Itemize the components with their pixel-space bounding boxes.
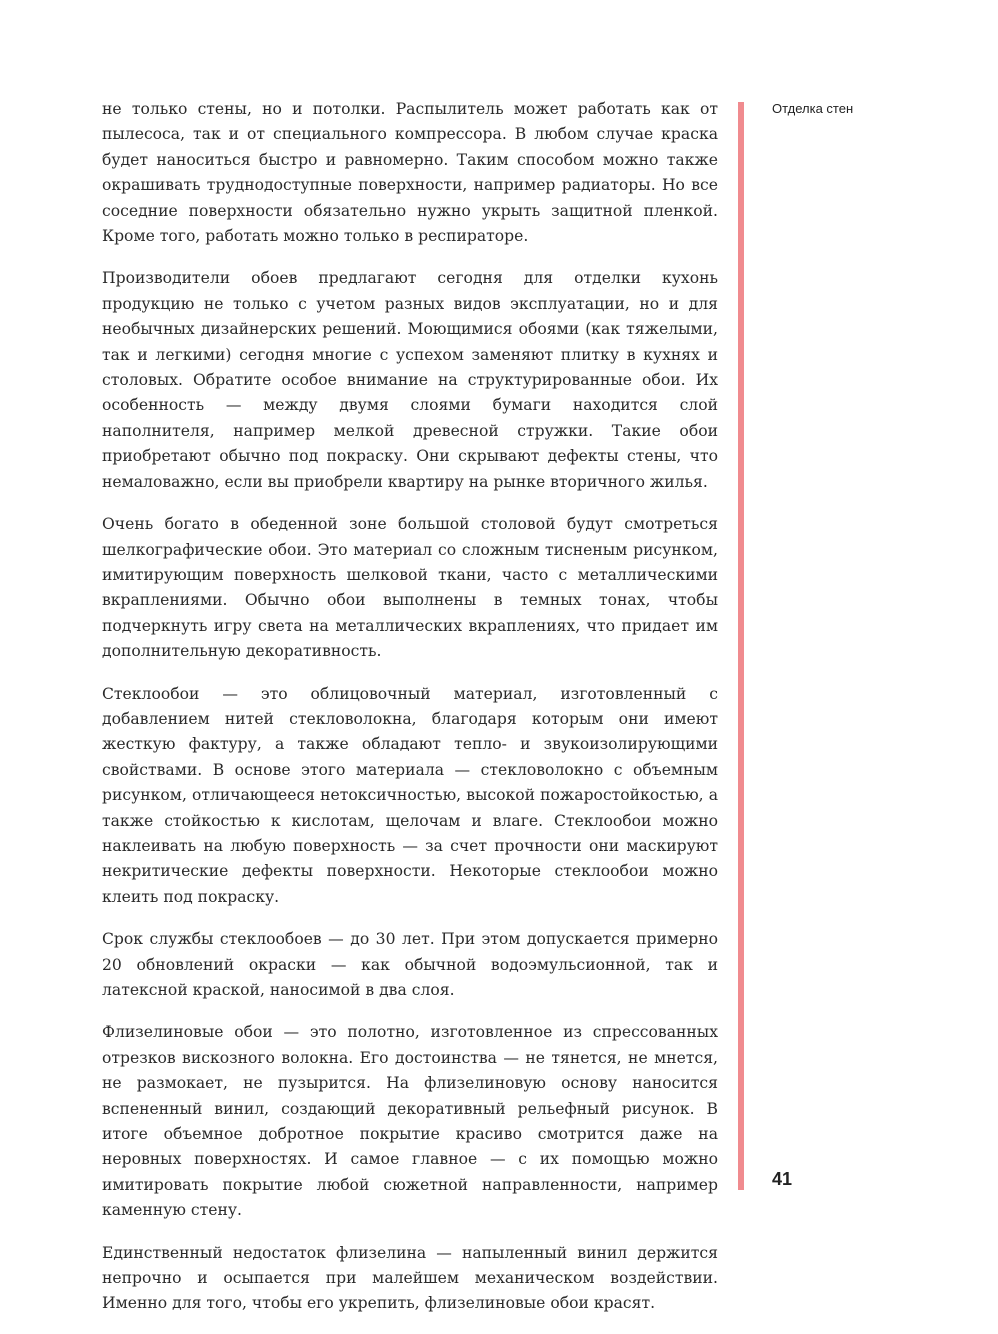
paragraph: не только стены, но и потолки. Распылитель может работать как от пылесоса, так и от специального компрессора. В любом случае краска будет наноситься быстро и равномерно. Таким способом можно также окрашивать труднодоступные поверхности, например радиаторы. Но все соседние поверхности обязательно нужно укрыть защитной пленкой. Кроме того, работать можно только в респираторе.	[102, 100, 718, 246]
paragraph: Стеклообои — это облицовочный материал, изготовленный с добавлением нитей стекловолокна, благодаря которым они имеют жесткую фактуру, а также обладают тепло- и звукоизолирующими свойствами. В основе этого материала — стекловолокно с объемным рисунком, отличающееся нетоксичностью, высокой пожаростойкостью, а также стойкостью к кислотам, щелочам и влаге. Стеклообои можно наклеивать на любую поверхность — за счет прочности они маскируют некритические дефекты поверхности. Некоторые стеклообои можно клеить под покраску.	[102, 684, 718, 906]
paragraph: Флизелиновые обои — это полотно, изготовленное из спрессованных отрезков вискозного волокна. Его достоинства — не тянется, не мнется, не размокает, не пузырится. На флизелиновую основу наносится вспененный винил, создающий декоративный рельефный рисунок. В итоге объемное добротное покрытие красиво смотрится даже на неровных поверхностях. И самое главное — с их помощью можно имитировать покрытие любой сюжетной направленности, например каменную стену.	[102, 1023, 718, 1220]
main-text	[102, 97, 718, 1334]
paragraph: Единственный недостаток флизелина — напыленный винил держится непрочно и осыпается при малейшем механическом воздействии. Именно для того, чтобы его укрепить, флизелиновые обои красят.	[102, 1243, 718, 1313]
running-head: Отделка стен	[772, 101, 854, 116]
paragraph: Производители обоев предлагают сегодня для отделки кухонь продукцию не только с учетом разных видов эксплуатации, но и для необычных дизайнерских решений. Моющимися обоями (как тяжелыми, так и легкими) сегодня многие с успехом заменяют плитку в кухнях и столовых. Обратите особое внимание на структурированные обои. Их особенность — между двумя слоями бумаги находится слой наполнителя, например мелкой древесной стружки. Такие обои приобретают обычно под покраску. Они скрывают дефекты стены, что немаловажно, если вы приобрели квартиру на рынке вторичного жилья.	[102, 269, 718, 491]
paragraph: Очень богато в обеденной зоне большой столовой будут смотреться шелкографические обои. Это материал со сложным тисненым рисунком, имитирующим поверхность шелковой ткани, часто с металлическими вкраплениями. Обычно обои выполнены в темных тонах, чтобы подчеркнуть игру света на металлических вкраплениях, что придает им дополнительную декоративность.	[102, 515, 718, 661]
page-number: 41	[772, 1169, 793, 1189]
accent-side-bar	[738, 102, 744, 1190]
paragraph: Срок службы стеклообоев — до 30 лет. При этом допускается примерно 20 обновлений окраски — как обычной водоэмульсионной, так и латексной краской, наносимой в два слоя.	[102, 930, 718, 999]
